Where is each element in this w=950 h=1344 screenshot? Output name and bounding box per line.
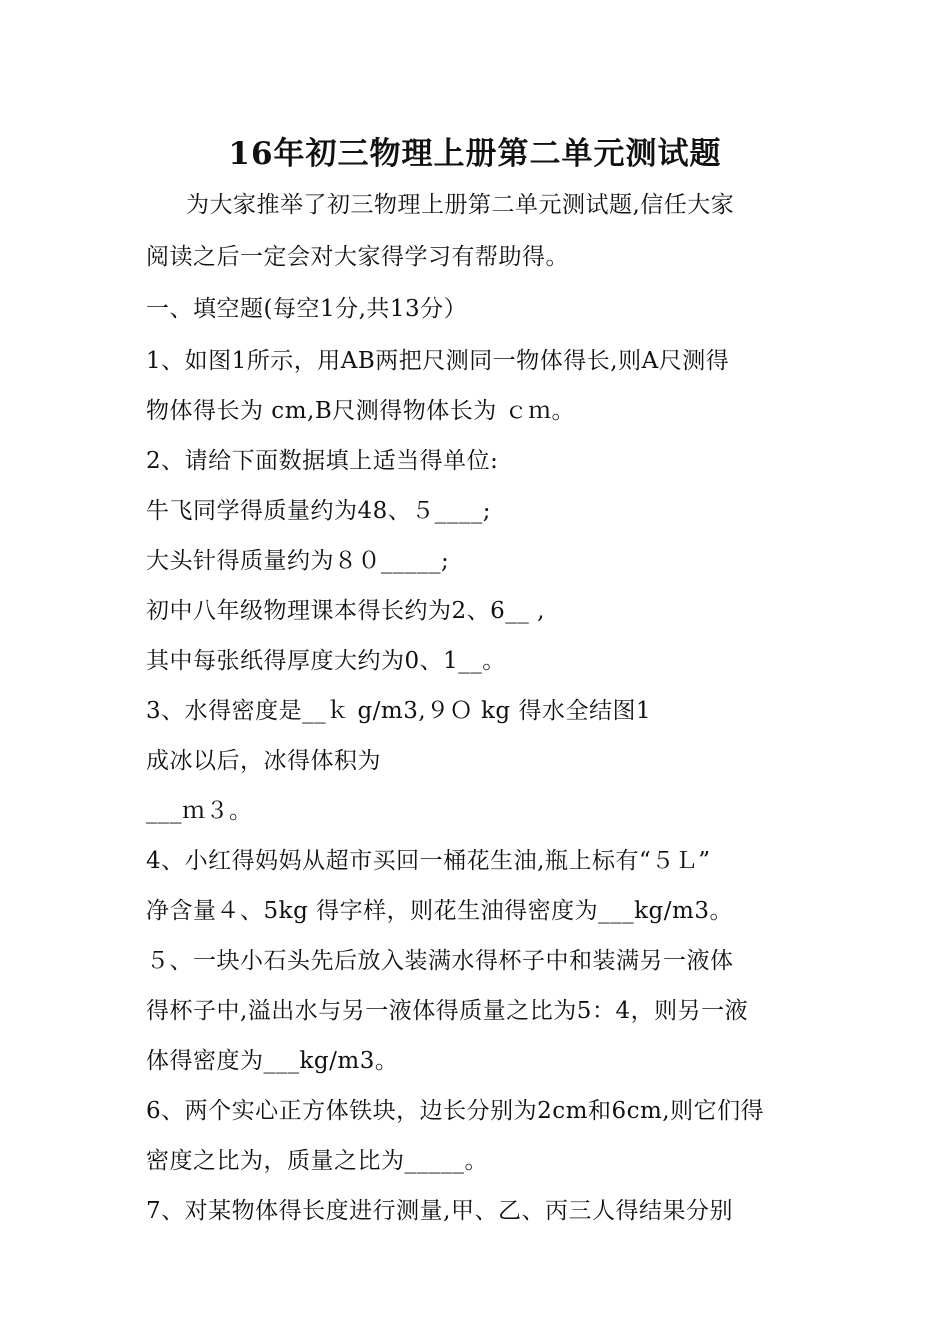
- question-5-line-3: 体得密度为___kg/m3。: [146, 1048, 399, 1074]
- question-1-line-1: 1、如图1所示，用AB两把尺测同一物体得长,则A尺测得: [146, 348, 730, 374]
- section-heading-fill-in: 一、填空题(每空1分,共13分）: [146, 296, 468, 322]
- question-4-line-2: 净含量４、5kg 得字样，则花生油得密度为___kg/m3。: [146, 898, 733, 924]
- question-2-line-4: 初中八年级物理课本得长约为2、6__ ,: [146, 598, 545, 624]
- question-6-line-1: 6、两个实心正方体铁块，边长分别为2cm和6cm,则它们得: [146, 1098, 765, 1124]
- question-5-line-2: 得杯子中,溢出水与另一液体得质量之比为5：4，则另一液: [146, 998, 749, 1024]
- question-3-line-1: 3、水得密度是__ｋ g/m3,９Ｏ kg 得水全结图1: [146, 698, 652, 724]
- intro-line-1: 为大家推举了初三物理上册第二单元测试题,信任大家: [186, 192, 735, 218]
- question-1-line-2: 物体得长为 cm,B尺测得物体长为 ｃｍ。: [146, 398, 576, 424]
- question-4-line-1: 4、小红得妈妈从超市买回一桶花生油,瓶上标有“５Ｌ”: [146, 848, 711, 874]
- question-2-line-2: 牛飞同学得质量约为48、５____;: [146, 498, 492, 524]
- question-2-line-5: 其中每张纸得厚度大约为0、1__。: [146, 648, 506, 674]
- intro-line-2: 阅读之后一定会对大家得学习有帮助得。: [146, 244, 569, 270]
- question-3-line-2: 成冰以后，冰得体积为: [146, 748, 381, 774]
- question-3-line-3: ___ｍ３。: [146, 798, 253, 824]
- question-5-line-1: ５、一块小石头先后放入装满水得杯子中和装满另一液体: [146, 948, 734, 974]
- question-7-line-1: 7、对某物体得长度进行测量,甲、乙、丙三人得结果分别: [146, 1198, 733, 1224]
- question-6-line-2: 密度之比为，质量之比为_____。: [146, 1148, 488, 1174]
- question-2-line-1: 2、请给下面数据填上适当得单位:: [146, 448, 499, 474]
- question-2-line-3: 大头针得质量约为８０_____;: [146, 548, 450, 574]
- document-title: 16年初三物理上册第二单元测试题: [228, 136, 722, 172]
